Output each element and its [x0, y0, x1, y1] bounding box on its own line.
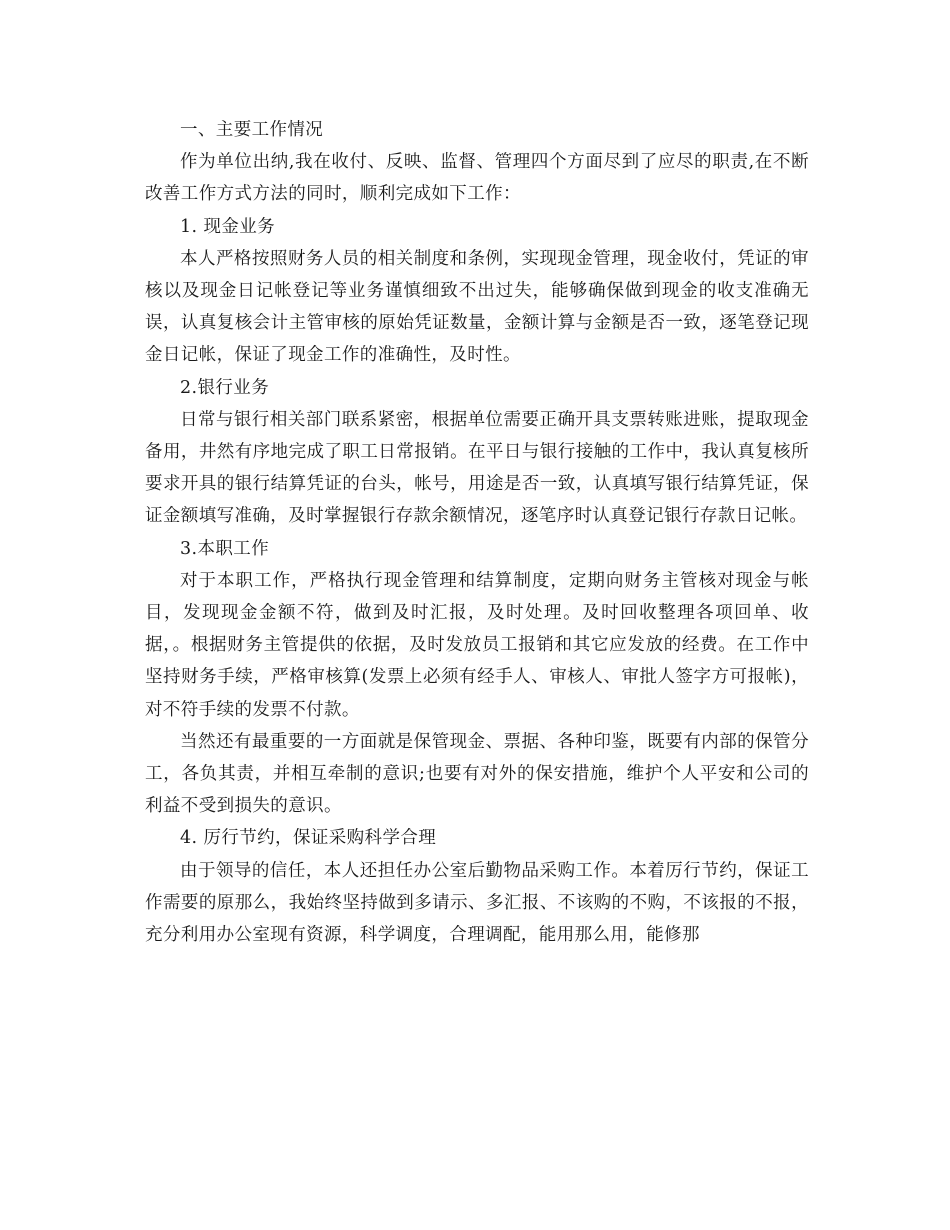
- body-paragraph: 日常与银行相关部门联系紧密，根据单位需要正确开具支票转账进账，提取现金备用，井然有序地完成了职工日常报销。在平日与银行接触的工作中，我认真复核所要求开具的银行结算凭证的台头，帐号，用途是否一致，认真填写银行结算凭证，保证金额填写准确，及时掌握银行存款余额情况，逐笔序时认真登记银行存款日记帐。: [145, 409, 809, 527]
- subsection-heading: 4. 厉行节约，保证采购科学合理: [180, 828, 437, 849]
- subsection-heading: 2.银行业务: [180, 377, 270, 398]
- document-body: [145, 114, 809, 951]
- body-paragraph: 由于领导的信任，本人还担任办公室后勤物品采购工作。本着厉行节约，保证工作需要的原那么，我始终坚持做到多请示、多汇报、不该购的不购，不该报的不报，充分利用办公室现有资源，科学调度，合理调配，能用那么用，能修那: [145, 860, 809, 946]
- section-heading: 一、主要工作情况: [180, 120, 324, 140]
- body-paragraph: 作为单位出纳,我在收付、反映、监督、管理四个方面尽到了应尽的职责,在不断改善工作方式方法的同时，顺利完成如下工作：: [145, 152, 809, 205]
- subsection-heading: 3.本职工作: [180, 538, 270, 559]
- body-paragraph: 本人严格按照财务人员的相关制度和条例，实现现金管理，现金收付，凭证的审核以及现金日记帐登记等业务谨慎细致不出过失，能够确保做到现金的收支准确无误，认真复核会计主管审核的原始凭证数量，金额计算与金额是否一致，逐笔登记现金日记帐，保证了现金工作的准确性，及时性。: [145, 248, 809, 366]
- subsection-heading: 1. 现金业务: [180, 216, 276, 237]
- body-paragraph: 当然还有最重要的一方面就是保管现金、票据、各种印鉴，既要有内部的保管分工，各负其责，并相互牵制的意识;也要有对外的保安措施，维护个人平安和公司的利益不受到损失的意识。: [145, 731, 809, 817]
- body-paragraph: 对于本职工作，严格执行现金管理和结算制度，定期向财务主管核对现金与帐目，发现现金金额不符，做到及时汇报，及时处理。及时回收整理各项回单、收据，。根据财务主管提供的依据，及时发放员工报销和其它应发放的经费。在工作中坚持财务手续，严格审核算(发票上必须有经手人、审核人、审批人签字方可报帐)，对不符手续的发票不付款。: [145, 570, 809, 720]
